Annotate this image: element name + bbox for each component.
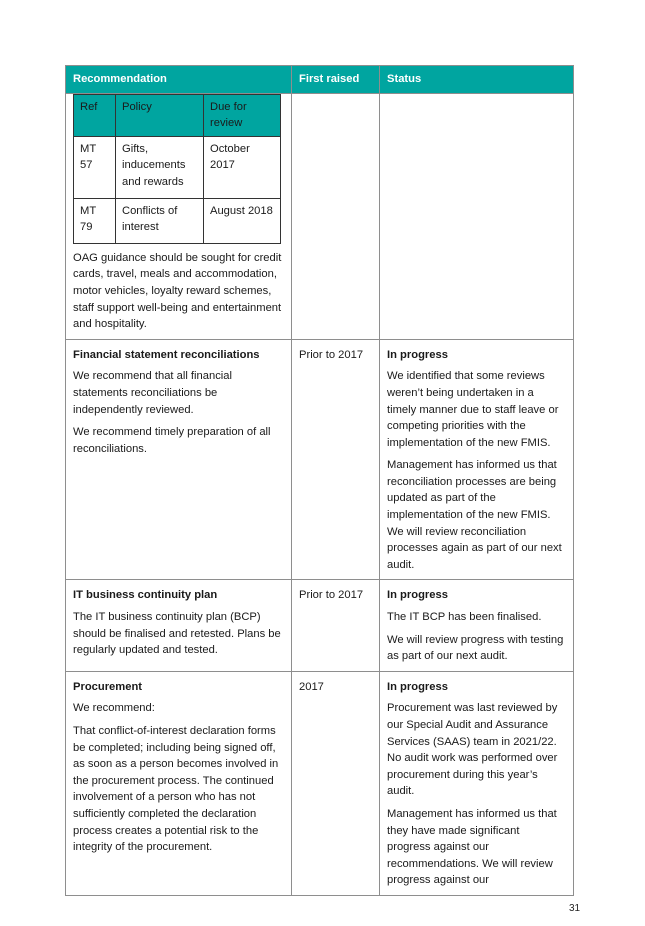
policy-header-due: Due for review [204,94,281,136]
policy-due: August 2018 [204,198,281,243]
status-label: In progress [387,348,448,361]
table-row [66,339,574,580]
status-text: We identified that some reviews weren’t being undertaken in a timely manner due to staff leave or competing priorities with the implementation of the new FMIS. [387,370,559,449]
first-raised-cell: 2017 [292,671,380,895]
recommendation-text: That conflict-of-interest declaration forms be completed; including being signed off, as soon as a person becomes involved in the procurement process. The continued involvement of a person who has not sufficiently completed the declaration process creates a potential risk to the integrity of the procurement. [73,725,279,854]
table-row [66,671,574,895]
policy-row [74,136,281,198]
recommendation-title: IT business continuity plan [73,589,218,602]
first-raised-cell: Prior to 2017 [292,339,380,580]
first-raised-cell: Prior to 2017 [292,580,380,671]
recommendation-text: The IT business continuity plan (BCP) should be finalised and retested. Plans be regularly updated and tested. [73,611,281,657]
table-row [66,580,574,671]
status-text: The IT BCP has been finalised. [387,611,542,624]
header-status: Status [380,66,574,94]
recommendations-table [65,65,574,896]
status-text: We will review progress with testing as part of our next audit. [387,633,564,663]
policy-header-ref: Ref [74,94,116,136]
header-first-raised: First raised [292,66,380,94]
policy-name: Conflicts of interest [116,198,204,243]
recommendation-cell [66,93,292,339]
status-cell [380,671,574,895]
status-cell [380,580,574,671]
policy-name: Gifts, inducements and rewards [116,136,204,198]
policy-table [73,94,281,244]
oag-guidance-text: OAG guidance should be sought for credit cards, travel, meals and accommodation, motor vehicles, loyalty reward schemes, staff support well-being and entertainment and hospitality. [73,251,282,331]
table-header-row [66,66,574,94]
header-recommendation: Recommendation [66,66,292,94]
status-text: Management has informed us that they have made significant progress against our recommendations. We will review progress against our [387,807,557,887]
recommendation-cell [66,339,292,580]
status-text: Procurement was last reviewed by our Special Audit and Assurance Services (SAAS) team in 2021/22. No audit work was performed over procurement during this year’s audit. [387,702,558,798]
policy-row [74,198,281,243]
status-cell [380,339,574,580]
recommendation-text: We recommend: [73,702,155,715]
recommendation-title: Financial statement reconciliations [73,348,260,361]
status-label: In progress [387,680,448,693]
policy-ref: MT 79 [74,198,116,243]
first-raised-cell [292,93,380,339]
policy-header-policy: Policy [116,94,204,136]
policy-ref: MT 57 [74,136,116,198]
status-label: In progress [387,589,448,602]
recommendation-text: We recommend timely preparation of all reconciliations. [73,426,271,455]
policy-table-header-row [74,94,281,136]
recommendation-title: Procurement [73,680,143,693]
policy-due: October 2017 [204,136,281,198]
status-text: Management has informed us that reconciliation processes are being updated as part of the implementation of the new FMIS. We will review reconciliation processes again as part of our next audit. [387,459,562,571]
recommendation-text: We recommend that all financial statements reconciliations be independently reviewed. [73,370,232,416]
page-number: 31 [569,903,581,914]
table-row [66,93,574,339]
recommendation-cell [66,580,292,671]
recommendation-cell [66,671,292,895]
status-cell [380,93,574,339]
